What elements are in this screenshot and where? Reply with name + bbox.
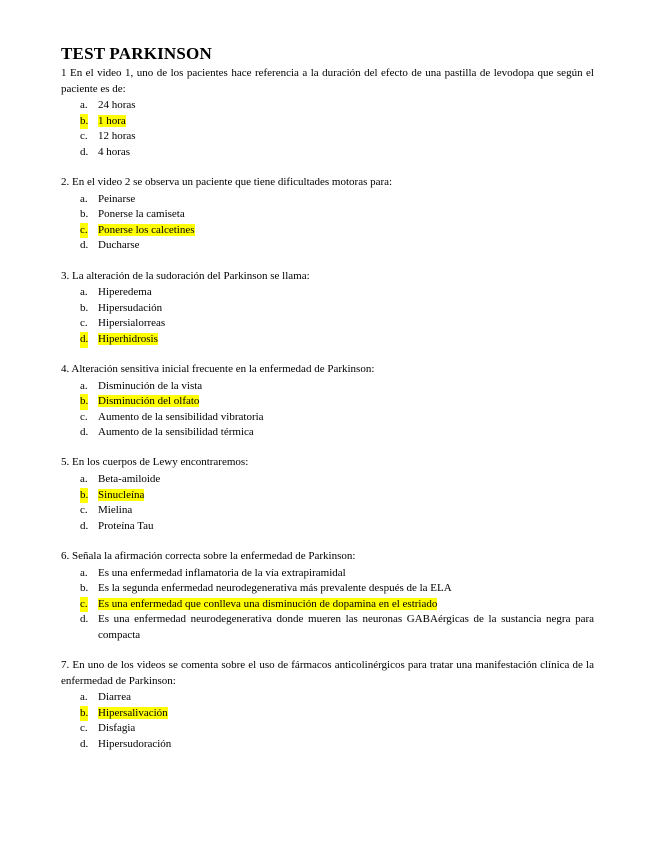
option-letter: c. [80, 504, 88, 517]
answer-option [61, 285, 594, 301]
question-spacer [61, 644, 594, 659]
option-letter: a. [80, 379, 88, 392]
question-text: 4. Alteración sensitiva inicial frecuente en la enfermedad de Parkinson: [61, 363, 375, 375]
question-1 [61, 66, 594, 161]
question-text: 7. En uno de los videos se comenta sobre el uso de fármacos anticolinérgicos para tratar una manifestación clínica de la enfermedad de Parkinson: [61, 659, 594, 687]
option-letter: b. [80, 582, 89, 595]
option-letter: d. [80, 613, 89, 626]
option-text: 24 horas [98, 99, 136, 112]
option-text: 1 hora [98, 114, 126, 127]
answer-option-highlighted [61, 394, 594, 410]
question-6 [61, 549, 594, 644]
question-2 [61, 175, 594, 254]
answer-option [61, 612, 594, 643]
answer-option [61, 566, 594, 582]
option-text: Ducharse [98, 239, 140, 252]
option-letter: d. [80, 239, 89, 252]
option-letter: c. [80, 223, 88, 239]
answer-options [61, 566, 594, 644]
option-letter: a. [80, 691, 88, 704]
option-letter: b. [80, 301, 89, 314]
option-letter: c. [80, 410, 88, 423]
option-letter: d. [80, 145, 89, 158]
answer-options [61, 285, 594, 347]
answer-option-highlighted [61, 332, 594, 348]
answer-option [61, 410, 594, 426]
question-spacer [61, 441, 594, 456]
answer-option [61, 129, 594, 145]
answer-option-highlighted [61, 706, 594, 722]
option-text: Diarrea [98, 691, 131, 704]
option-letter: b. [80, 208, 89, 221]
option-text: Ponerse los calcetines [98, 223, 195, 236]
question-spacer [61, 161, 594, 176]
answer-option-highlighted [61, 488, 594, 504]
question-text: 6. Señala la afirmación correcta sobre la enfermedad de Parkinson: [61, 549, 356, 562]
option-text: Es una enfermedad inflamatoria de la vía extrapiramidal [98, 566, 346, 579]
answer-option-highlighted [61, 223, 594, 239]
answer-option-highlighted [61, 114, 594, 130]
option-letter: c. [80, 130, 88, 143]
option-letter: b. [80, 114, 88, 130]
option-text: Proteína Tau [98, 519, 154, 532]
question-spacer [61, 534, 594, 549]
option-text: Ponerse la camiseta [98, 208, 185, 221]
answer-options [61, 192, 594, 254]
answer-option [61, 98, 594, 114]
question-3 [61, 269, 594, 348]
option-letter: b. [80, 394, 88, 410]
option-text: 4 horas [98, 145, 131, 158]
question-text: 5. En los cuerpos de Lewy encontraremos: [61, 456, 249, 469]
option-letter: a. [80, 99, 88, 112]
answer-option-highlighted [61, 597, 594, 613]
answer-option [61, 503, 594, 519]
document-title: TEST PARKINSON [61, 44, 212, 63]
option-letter: c. [80, 722, 88, 735]
option-letter: c. [80, 597, 88, 613]
answer-option [61, 472, 594, 488]
option-letter: d. [80, 519, 89, 532]
option-text: Hipersialorreas [98, 317, 166, 330]
option-text: Es una enfermedad neurodegenerativa donde mueren las neuronas GABAérgicas de la sustancia negra para compacta [98, 613, 594, 641]
option-text: 12 horas [98, 130, 136, 143]
answer-option [61, 145, 594, 161]
answer-options [61, 472, 594, 534]
option-text: Disminución de la vista [98, 379, 203, 392]
answer-option [61, 690, 594, 706]
option-text: Disminución del olfato [98, 395, 200, 408]
option-letter: b. [80, 706, 88, 722]
answer-option [61, 207, 594, 223]
option-text: Sinucleína [98, 488, 145, 501]
answer-option [61, 238, 594, 254]
option-text: Hipersalivación [98, 706, 168, 719]
option-text: Es una enfermedad que conlleva una disminución de dopamina en el estriado [98, 597, 438, 610]
option-letter: d. [80, 737, 89, 750]
option-letter: d. [80, 426, 89, 439]
answer-option [61, 301, 594, 317]
option-text: Aumento de la sensibilidad térmica [98, 426, 254, 439]
option-text: Hiperedema [98, 286, 152, 299]
question-text: 3. La alteración de la sudoración del Parkinson se llama: [61, 269, 310, 282]
answer-option [61, 192, 594, 208]
question-text: 1 En el video 1, uno de los pacientes hace referencia a la duración del efecto de una pastilla de levodopa que según el paciente es de: [61, 67, 594, 95]
answer-options [61, 379, 594, 441]
option-text: Es la segunda enfermedad neurodegenerativa más prevalente después de la ELA [98, 582, 452, 595]
answer-option [61, 721, 594, 737]
answer-options [61, 98, 594, 160]
answer-options [61, 690, 594, 752]
option-letter: a. [80, 192, 88, 205]
question-spacer [61, 254, 594, 269]
question-4 [61, 362, 594, 441]
answer-option [61, 519, 594, 535]
option-text: Hiperhidrosis [98, 332, 158, 345]
answer-option [61, 581, 594, 597]
option-text: Hipersudoración [98, 737, 172, 750]
answer-option [61, 316, 594, 332]
question-text: 2. En el video 2 se observa un paciente que tiene dificultades motoras para: [61, 176, 393, 189]
question-list [61, 66, 594, 753]
option-letter: c. [80, 317, 88, 330]
option-letter: a. [80, 286, 88, 299]
document-page [61, 44, 594, 753]
option-letter: a. [80, 566, 88, 579]
option-text: Hipersudación [98, 301, 163, 314]
option-text: Beta-amiloide [98, 473, 161, 486]
option-letter: a. [80, 473, 88, 486]
question-5 [61, 455, 594, 534]
option-letter: d. [80, 332, 88, 348]
answer-option [61, 379, 594, 395]
question-7 [61, 658, 594, 753]
option-text: Mielina [98, 504, 133, 517]
question-spacer [61, 348, 594, 363]
option-text: Peinarse [98, 192, 136, 205]
option-text: Aumento de la sensibilidad vibratoria [98, 410, 264, 423]
option-text: Disfagia [98, 722, 136, 735]
answer-option [61, 737, 594, 753]
answer-option [61, 425, 594, 441]
option-letter: b. [80, 488, 88, 504]
